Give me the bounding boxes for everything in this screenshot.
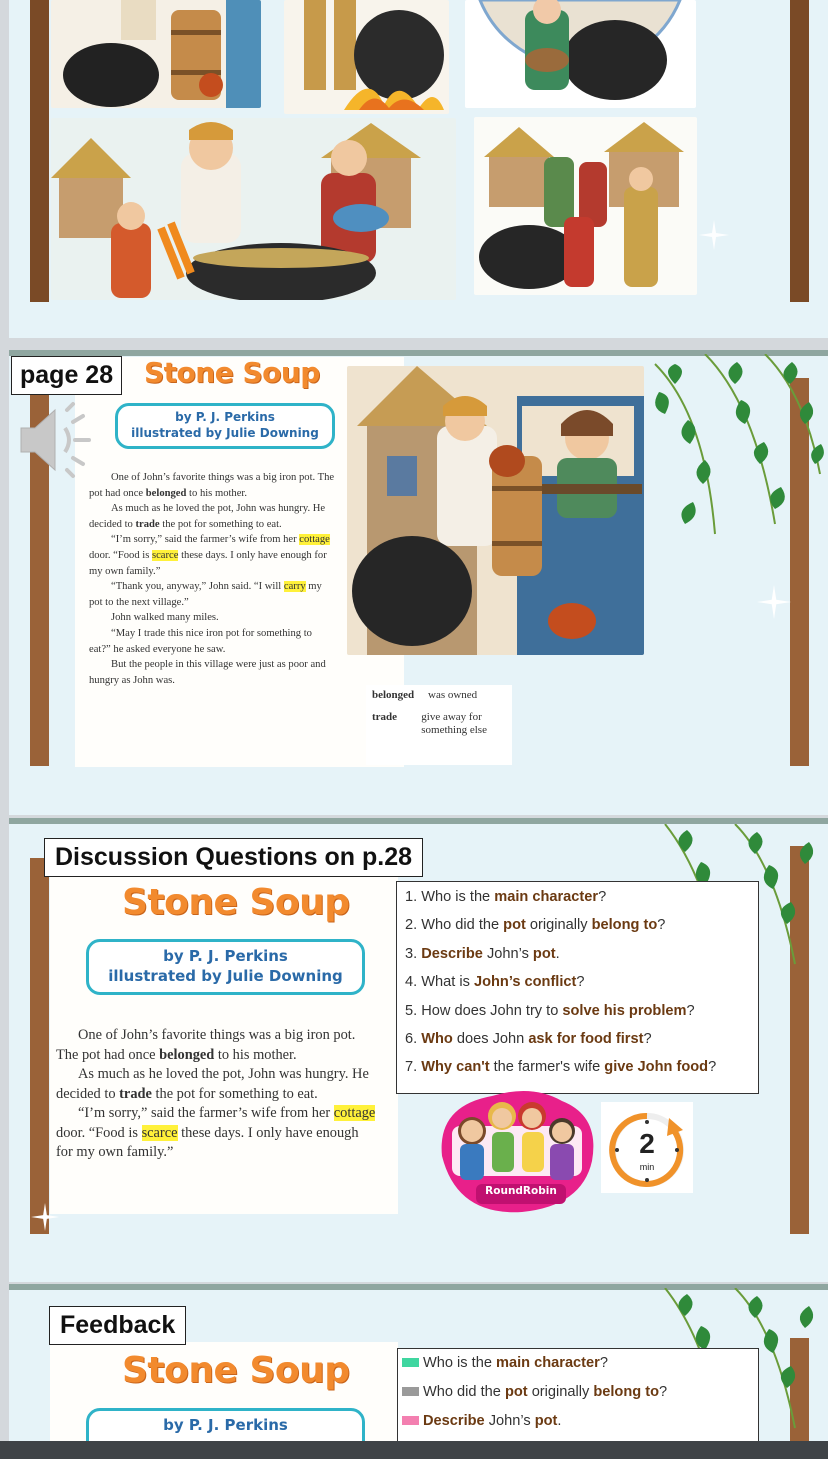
story-paragraph-7: But the people in this village were just as poor and hungry as John was. — [89, 659, 326, 686]
story-title: Stone Soup — [122, 1350, 350, 1391]
audio-speaker-icon[interactable] — [15, 400, 99, 480]
story-paragraph-1: One of John’s favorite things was a big iron pot. The pot had once belonged to his mother. — [56, 1027, 356, 1063]
story-paragraph-3: “I’m sorry,” said the farmer’s wife from her cottage door. “Food is scarce these days. I only have enough for my own family.” — [56, 1105, 376, 1160]
vine-leaves-decoration — [645, 354, 828, 539]
question-7: 7. Why can't the farmer's wife give John food? — [405, 1059, 717, 1076]
question-4: 4. What is John’s conflict? — [405, 974, 585, 991]
story-text — [56, 1026, 376, 1163]
glossary-box — [366, 685, 512, 765]
feedback-question-3: Describe John’s pot. — [402, 1413, 758, 1441]
wood-post-left — [30, 0, 49, 302]
sparkle-decoration — [31, 1203, 59, 1231]
glossary-word: trade — [372, 711, 398, 723]
story-paragraph-4: “Thank you, anyway,” John said. “I will carry my pot to the next village.” — [89, 581, 322, 608]
story-text — [89, 470, 335, 688]
story-paragraph-2: As much as he loved the pot, John was hungry. He decided to trade the pot for something to eat. — [56, 1066, 369, 1102]
slide-4[interactable] — [9, 818, 828, 1282]
story-paragraph-6: “May I trade this nice iron pot for something to eat?” he asked everyone he saw. — [89, 627, 312, 655]
marker-icon — [402, 1387, 419, 1396]
illustration-village-crowd-soup — [51, 118, 456, 300]
illustration-village-pot-crowd — [474, 117, 697, 295]
byline-author: by P. J. Perkins — [175, 410, 275, 424]
byline-illustrator: illustrated by Julie Downing — [108, 966, 343, 985]
byline-box — [86, 1408, 365, 1441]
story-title: Stone Soup — [144, 356, 320, 389]
glossary-word: belonged — [372, 689, 415, 701]
wood-post-right — [790, 0, 809, 302]
story-title: Stone Soup — [122, 882, 350, 923]
roundrobin-label: RoundRobin — [485, 1185, 557, 1197]
story-paragraph-1: One of John’s favorite things was a big iron pot. The pot had once belonged to his mother. — [89, 472, 335, 499]
sparkle-decoration — [757, 585, 791, 619]
glossary-definition: give away for something else — [421, 711, 487, 736]
byline-illustrator: illustrated by Julie Downing — [131, 425, 319, 440]
illustration-john-pot-barrel — [51, 0, 261, 108]
illustration-round-villager-pot — [465, 0, 696, 108]
timer-value: 2 — [639, 1128, 655, 1159]
discussion-header: Discussion Questions on p.28 — [44, 838, 423, 877]
story-paragraph-3: “I’m sorry,” said the farmer’s wife from her cottage door. “Food is scarce these days. I only have enough for my own family.” — [89, 534, 330, 577]
questions-box — [396, 881, 759, 1094]
feedback-header: Feedback — [49, 1306, 186, 1345]
feedback-question-1: Who is the main character? — [402, 1355, 758, 1384]
glossary-definition: was owned — [428, 689, 478, 701]
timer-unit: min — [639, 1162, 655, 1172]
feedback-questions-box — [397, 1348, 759, 1441]
byline-author: by P. J. Perkins — [163, 947, 288, 965]
glossary-entry — [372, 711, 506, 737]
question-1: 1. Who is the main character? — [405, 889, 607, 905]
story-paragraph-2: As much as he loved the pot, John was hungry. He decided to trade the pot for something to eat. — [89, 503, 326, 530]
roundrobin-graphic — [432, 1086, 602, 1220]
page-label: page 28 — [11, 356, 122, 395]
marker-icon — [402, 1358, 419, 1367]
byline-author: by P. J. Perkins — [163, 1416, 288, 1434]
illustration-john-fire — [284, 0, 449, 114]
slide-3[interactable] — [9, 350, 828, 815]
feedback-question-2: Who did the pot originally belong to? — [402, 1384, 758, 1413]
question-5: 5. How does John try to solve his problem? — [405, 1002, 695, 1019]
question-3: 3. Describe John’s pot. — [405, 945, 560, 962]
marker-icon — [402, 1416, 419, 1425]
illustration-john-cottage-door — [347, 366, 644, 655]
bottom-toolbar — [0, 1441, 828, 1459]
slide-2[interactable] — [9, 0, 828, 338]
story-paragraph-5: John walked many miles. — [111, 612, 219, 624]
glossary-entry — [372, 689, 506, 702]
byline-box — [115, 403, 335, 449]
slide-5[interactable] — [9, 1284, 828, 1441]
question-6: 6. Who does John ask for food first? — [405, 1030, 652, 1047]
sparkle-decoration — [699, 220, 729, 250]
byline-box — [86, 939, 365, 995]
timer-widget — [601, 1102, 693, 1193]
wood-post-left — [30, 858, 49, 1234]
question-2: 2. Who did the pot originally belong to? — [405, 917, 666, 934]
